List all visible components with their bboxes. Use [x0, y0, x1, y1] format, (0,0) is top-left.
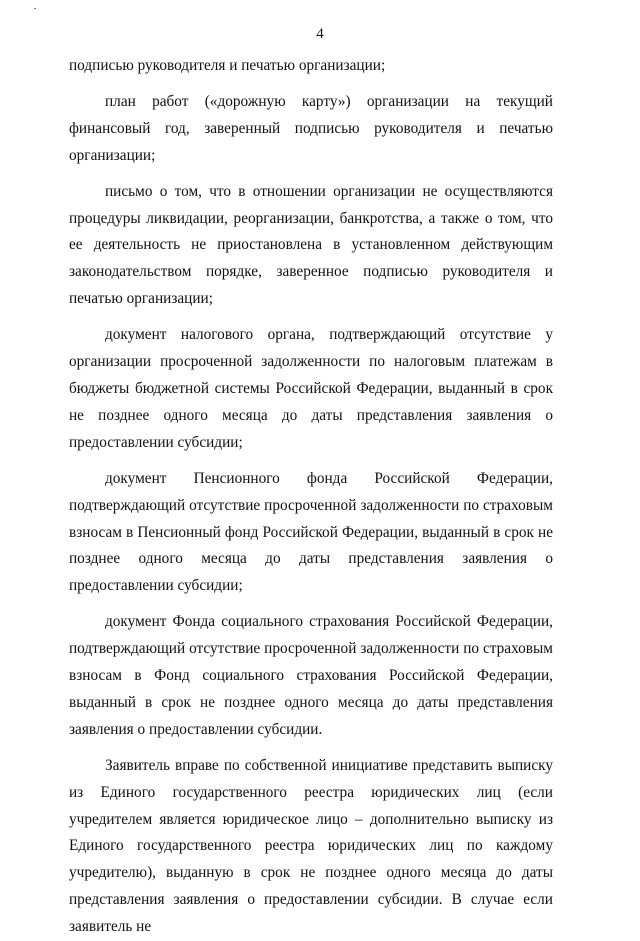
- paragraph-pension-fund-document: документ Пенсионного фонда Российской Федерации, подтверждающий отсутствие просроченной задолженности по страховым взносам в Пенсионный фонд Российской Федерации, выданный в срок не позднее одного месяца до даты представления заявления о предоставлении субсидии;: [69, 469, 553, 595]
- scan-speck: [34, 8, 36, 9]
- paragraph-continuation: подписью руководителя и печатью организации;: [69, 57, 386, 74]
- paragraph-tax-document: документ налогового органа, подтверждающий отсутствие у организации просроченной задолженности по налоговым платежам в бюджеты бюджетной системы Российской Федерации, выданный в срок не позднее одного месяца до даты представления заявления о предоставлении субсидии;: [69, 326, 553, 451]
- paragraph-applicant-right: Заявитель вправе по собственной инициативе представить выписку из Единого государственного реестра юридических лиц (если учредителем является юридическое лицо – дополнительно выписку из Единого государственного реестра юридических лиц по каждому учредителю), выданную в срок не позднее одного месяца до даты представления заявления о предоставлении субсидии. В случае если заявитель не: [69, 756, 553, 936]
- paragraph-social-insurance-document: документ Фонда социального страхования Российской Федерации, подтверждающий отсутствие просроченной задолженности по страховым взносам в Фонд социального страхования Российской Федерации, выданный в срок не позднее одного месяца до даты представления заявления о предоставлении субсидии.: [69, 613, 553, 738]
- paragraph-roadmap: план работ («дорожную карту») организации на текущий финансовый год, заверенный подписью руководителя и печатью организации;: [69, 92, 553, 164]
- page-number: 4: [316, 26, 324, 42]
- document-body: [69, 53, 553, 941]
- paragraph-letter: письмо о том, что в отношении организации не осуществляются процедуры ликвидации, реорганизации, банкротства, а также о том, что ее деятельность не приостановлена в установленном действующим законодательством порядке, заверенное подписью руководителя и печатью организации;: [69, 182, 553, 308]
